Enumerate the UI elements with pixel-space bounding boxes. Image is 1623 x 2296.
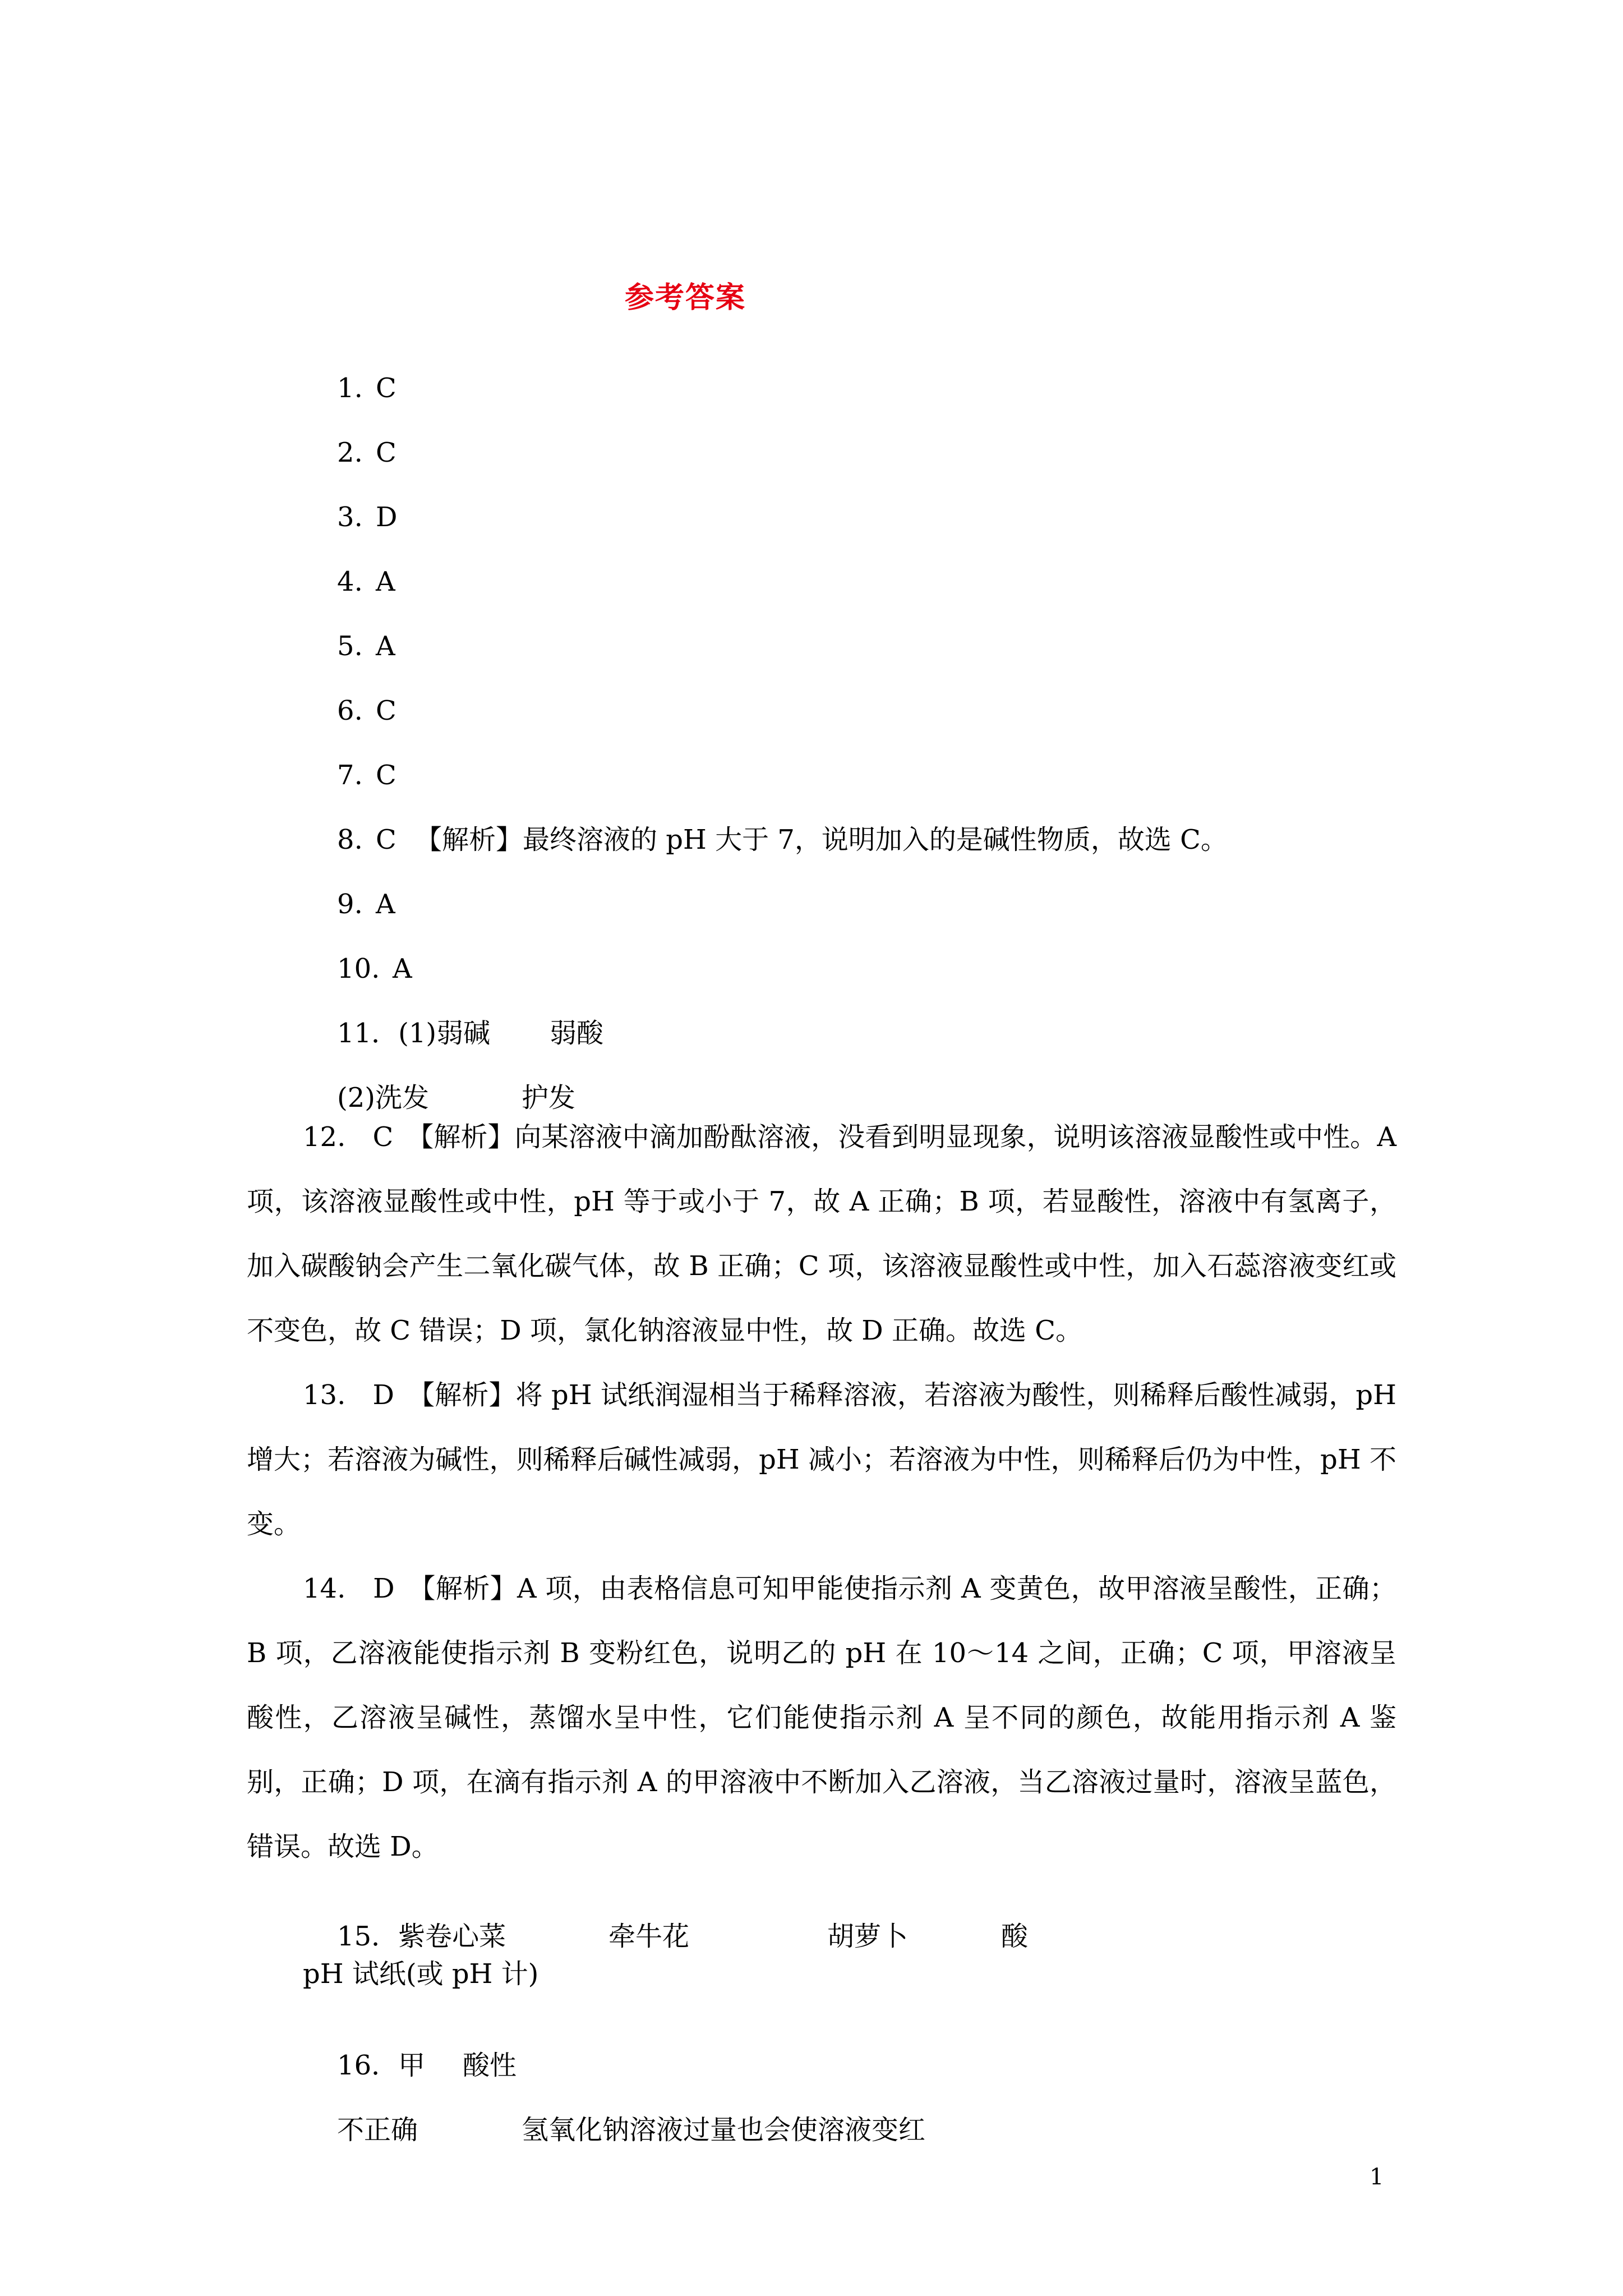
answer-choice: C <box>376 760 396 791</box>
answer-text: 16．甲 <box>337 2050 426 2081</box>
answer-text: 牵牛花 <box>608 1921 690 1952</box>
answer-14-paragraph: 14. D 【解析】A 项，由表格信息可知甲能使指示剂 A 变黄色，故甲溶液呈酸性，正确；B 项，乙溶液能使指示剂 B 变粉红色，说明乙的 pH 在 10～14 之间，正确；C 项，甲溶液呈酸性，乙溶液呈碱性，蒸馏水呈中性，它们能使指示剂 A 呈不同的颜色，故能用指示剂 A 鉴别，正确；D 项，在滴有指示剂 A 的甲溶液中不断加入乙溶液，当乙溶液过量时，溶液呈蓝色，错误。故选 D。 <box>247 1573 1396 1862</box>
answer-12-paragraph: 12. C 【解析】向某溶液中滴加酚酞溶液，没看到明显现象，说明该溶液显酸性或中性。A 项，该溶液显酸性或中性，pH 等于或小于 7，故 A 正确；B 项，若显酸性，溶液中有氢离子，加入碳酸钠会产生二氧化碳气体，故 B 正确；C 项，该溶液显酸性或中性，加入石蕊溶液变红或不变色，故 C 错误；D 项，氯化钠溶液显中性，故 D 正确。故选 C。 <box>247 1121 1396 1346</box>
answer-number: 8. <box>337 824 363 855</box>
answer-choice: C <box>376 695 396 726</box>
answer-text: 氢氧化钠溶液过量也会使溶液变红 <box>522 2114 926 2146</box>
answer-text: (2)洗发 <box>337 1082 430 1114</box>
page-number: 1 <box>1370 2164 1384 2190</box>
answer-choice: C <box>376 372 396 404</box>
answer-choice: C <box>376 824 396 855</box>
answer-15-line-2: pH 试纸(或 pH 计) <box>303 1958 539 1990</box>
answer-choice: A <box>376 631 395 662</box>
answer-text: 不正确 <box>337 2114 418 2146</box>
answer-number: 1. <box>337 372 363 404</box>
answer-text: 11．(1)弱碱 <box>337 1018 491 1049</box>
answer-choice: A <box>393 953 412 984</box>
page-title: 参考答案 <box>625 280 746 315</box>
answer-number: 4. <box>337 566 363 597</box>
answer-text: 15．紫卷心菜 <box>337 1921 506 1952</box>
answer-number: 6. <box>337 695 363 726</box>
answer-choice: A <box>376 889 395 920</box>
answer-number: 5. <box>337 631 363 662</box>
answer-13-paragraph: 13. D 【解析】将 pH 试纸润湿相当于稀释溶液，若溶液为酸性，则稀释后酸性减弱，pH 增大；若溶液为碱性，则稀释后碱性减弱，pH 减小；若溶液为中性，则稀释后仍为中性，pH 不变。 <box>247 1379 1396 1540</box>
answer-choice: A <box>376 566 395 597</box>
answer-number: 2. <box>337 437 363 468</box>
answer-text: 弱酸 <box>550 1018 604 1049</box>
answer-explanation: 【解析】最终溶液的 pH 大于 7，说明加入的是碱性物质，故选 C。 <box>415 824 1228 855</box>
answer-choice: C <box>376 437 396 468</box>
answer-text: 酸性 <box>463 2050 517 2081</box>
answer-number: 9. <box>337 889 363 920</box>
answer-choice: D <box>376 501 398 533</box>
answer-text: 护发 <box>522 1082 576 1114</box>
answer-number: 7. <box>337 760 363 791</box>
answer-text: 酸 <box>1001 1921 1029 1952</box>
answer-number: 3. <box>337 501 363 533</box>
answer-number: 10. <box>337 953 380 984</box>
answer-text: 胡萝卜 <box>827 1921 909 1952</box>
answer-16-line-2 <box>303 2090 926 2170</box>
